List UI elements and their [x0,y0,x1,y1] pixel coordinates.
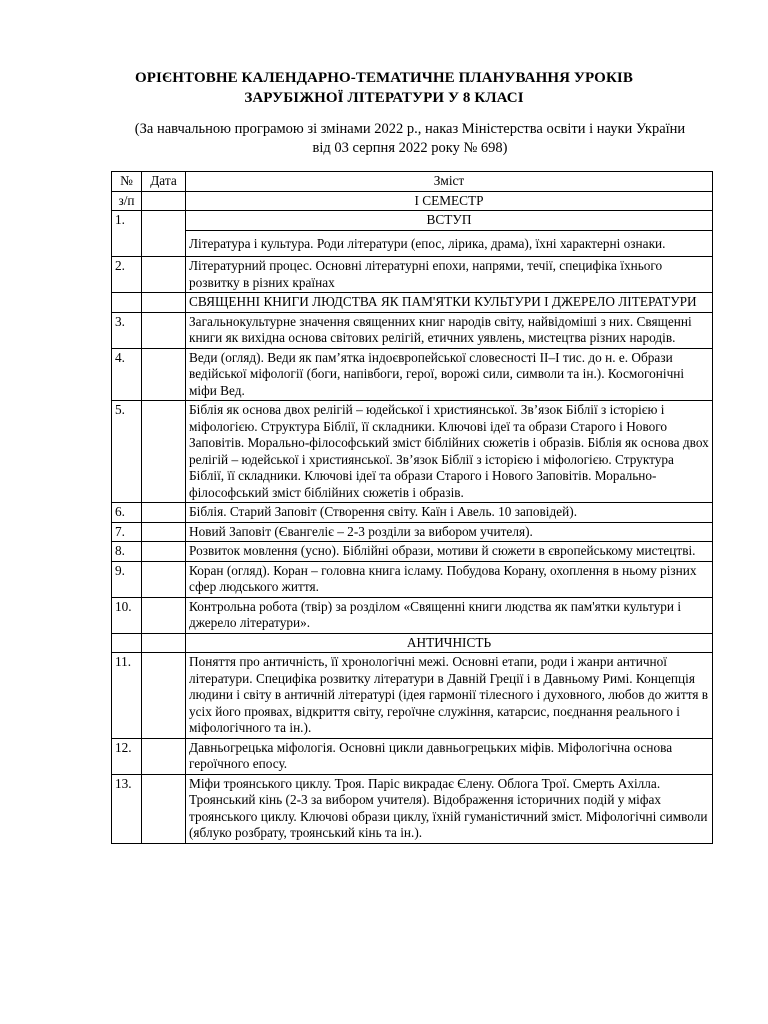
table-row [112,542,713,562]
row-content: Давньогрецька міфологія. Основні цикли давньогрецьких міфів. Міфологічна основа героїчного епосу. [186,738,713,774]
row-content: Поняття про античність, її хронологічні межі. Основні етапи, роди і жанри античної літератури. Специфіка розвитку літератури в Давній Греції і в Давньому Римі. Концепція людини і світу в античній літературі (ідея гармонії тілесного і духовного, любов до життя в усіх його проявах, відкриття світу, героїчне служіння, катарсис, поєднання реального і міфологічного та ін.). [186,653,713,739]
subtitle-line-2: від 03 серпня 2022 року № 698) [312,140,508,156]
row-number: 2. [112,257,142,293]
table-cell-date [142,561,186,597]
table-cell-date [142,653,186,739]
section-row [112,211,713,231]
table-cell-date [142,738,186,774]
table-cell-date [142,597,186,633]
table-cell-date [142,401,186,503]
table-row [112,257,713,293]
row-number: 4. [112,348,142,401]
section-heading-antiquity: АНТИЧНІСТЬ [186,633,713,653]
table-row [112,653,713,739]
table-cell-number [112,293,142,313]
document-title [60,68,708,108]
row-number: 12. [112,738,142,774]
section-row [112,633,713,653]
section-heading-intro: ВСТУП [186,211,713,231]
semester-row [112,191,713,211]
row-content: Веди (огляд). Веди як пам’ятка індоєвропейської словесності ІІ–І тис. до н. е. Образи ведійської міфології (боги, напівбоги, герої, ворожі сили, символи та ін.). Космогонічні міфи Вед. [186,348,713,401]
table-cell-date [142,774,186,843]
table-row [112,503,713,523]
table-cell-number [112,633,142,653]
row-number: 10. [112,597,142,633]
row-number: 8. [112,542,142,562]
table-row [112,561,713,597]
table-cell-date [142,633,186,653]
row-content: Міфи троянського циклу. Троя. Паріс викрадає Єлену. Облога Трої. Смерть Ахілла. Троянський кінь (2-3 за вибором учителя). Відображення історичних подій у міфах троянського циклу. Ключові образи циклу, їхній гуманістичний зміст. Міфологічні символи (яблуко розбрату, троянський кінь та ін.). [186,774,713,843]
row-number: 5. [112,401,142,503]
table-cell-date [142,211,186,257]
table-row [112,522,713,542]
section-row [112,293,713,313]
row-number: 6. [112,503,142,523]
table-cell-date [142,191,186,211]
section-heading-sacred-books: СВЯЩЕННІ КНИГИ ЛЮДСТВА ЯК ПАМ'ЯТКИ КУЛЬТУРИ І ДЖЕРЕЛО ЛІТЕРАТУРИ [186,293,713,313]
table-cell-date [142,348,186,401]
title-line-1: ОРІЄНТОВНЕ КАЛЕНДАРНО-ТЕМАТИЧНЕ ПЛАНУВАННЯ УРОКІВ [135,70,633,86]
table-cell-date [142,522,186,542]
row-content: Література і культура. Роди літератури (епос, лірика, драма), їхні характерні ознаки. [186,230,713,257]
table-row [112,401,713,503]
table-row [112,597,713,633]
title-line-2: ЗАРУБІЖНОЇ ЛІТЕРАТУРИ У 8 КЛАСІ [244,90,524,106]
lesson-plan-table [111,171,713,844]
row-number: 3. [112,312,142,348]
header-date: Дата [142,172,186,192]
row-content: Новий Заповіт (Євангеліє – 2-3 розділи за вибором учителя). [186,522,713,542]
row-content: Розвиток мовлення (усно). Біблійні образи, мотиви й сюжети в європейському мистецтві. [186,542,713,562]
header-number-abbr: з/п [112,191,142,211]
table-row [112,774,713,843]
table-cell-date [142,503,186,523]
table-row [112,738,713,774]
row-number: 13. [112,774,142,843]
row-number: 11. [112,653,142,739]
row-content: Біблія як основа двох релігій – юдейської і християнської. Зв’язок Біблії з історією і міфологією. Структура Біблії, її складники. Ключові ідеї та образи Старого і Нового Заповітів. Морально-філософський зміст біблійних сюжетів і образів. Біблія як основа двох релігій – юдейської і християнської. Зв’язок Біблії з історією і міфологією. Структура Біблії, її складники. Ключові ідеї та образи Старого і Нового Заповітів. Морально-філософський зміст біблійних сюжетів і образів. [186,401,713,503]
row-number: 9. [112,561,142,597]
subtitle-line-1: (За навчальною програмою зі змінами 2022 р., наказ Міністерства освіти і науки України [134,121,686,137]
table-row [112,230,713,257]
row-content: Контрольна робота (твір) за розділом «Священні книги людства як пам'ятки культури і джерело літератури». [186,597,713,633]
row-number: 7. [112,522,142,542]
table-cell-date [142,312,186,348]
table-cell-date [142,257,186,293]
header-content: Зміст [186,172,713,192]
table-cell-date [142,293,186,313]
document-subtitle [100,120,720,158]
header-number: № [112,172,142,192]
row-content: Загальнокультурне значення священних книг народів світу, найвідоміші з них. Священні книги як вихідна основа світових релігій, етичних уявлень, мистецтва різних народів. [186,312,713,348]
row-content: Біблія. Старий Заповіт (Створення світу. Каїн і Авель. 10 заповідей). [186,503,713,523]
semester-heading: I СЕМЕСТР [186,191,713,211]
table-row [112,312,713,348]
table-header-row [112,172,713,192]
table-cell-date [142,542,186,562]
table-row [112,348,713,401]
row-content: Літературний процес. Основні літературні епохи, напрями, течії, специфіка їхнього розвитку в різних країнах [186,257,713,293]
row-number: 1. [112,211,142,257]
row-content: Коран (огляд). Коран – головна книга ісламу. Побудова Корану, охоплення в ньому різних сфер людського життя. [186,561,713,597]
